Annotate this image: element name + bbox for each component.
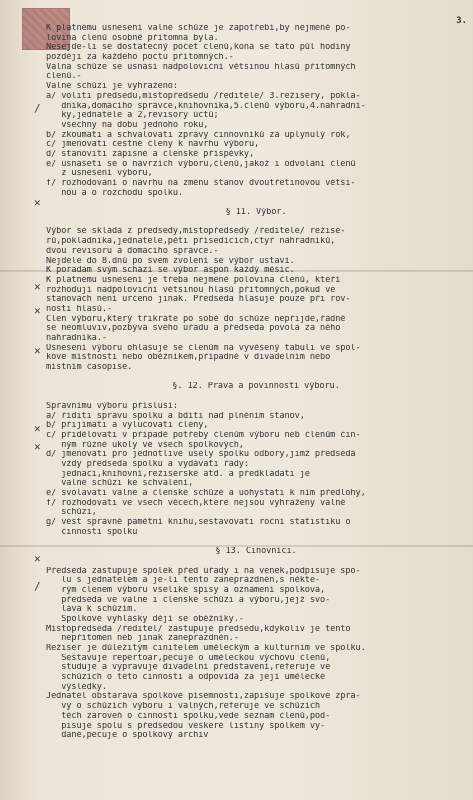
text-line: Místopředseda /ředitel/ zastupuje předsedu,kdykoliv je tento	[46, 624, 351, 634]
text-line: činnosti spolku	[46, 527, 138, 537]
text-line: a/ voliti předsedu,místopředsedu /ředitele/ 3.režiséry, pokla-	[46, 91, 361, 101]
text-line: všechny na dobu jednoho roku,	[46, 120, 209, 130]
text-line: ným různé úkoly ve všech spolkových,	[46, 440, 244, 450]
text-line: členů.-	[46, 72, 82, 82]
text-line: Jednatel obstarává spolkové písemnosti,zapisuje spolkové zprá-	[46, 692, 361, 702]
text-line: e/ usnášeti se o návrzích výboru,členů,jakož i odvolání členů	[46, 159, 356, 169]
text-line: vy o schůzích výboru i valných,referuje ve schůzích	[46, 702, 320, 712]
text-line: schůzi,	[46, 508, 97, 518]
check-mark: ✕	[34, 304, 41, 317]
text-line	[46, 218, 466, 228]
text-line: nou a o rozchodu spolku.	[46, 188, 183, 198]
text-line: f/ rozhodování o návrhu na změnu stanov dvoutřetinovou větši-	[46, 179, 356, 188]
text-line: lovina členů osobně přítomna byla.	[46, 33, 219, 43]
section-heading: §. 12. Práva a povinností výboru.	[172, 382, 340, 392]
text-line: rů,pokladníka,jednatele,pěti přísedících,čtyř náhradníků,	[46, 237, 336, 247]
text-line: se neomluviv,pozbývá svého úřadu a předseda povolá za něho	[46, 324, 341, 334]
text-line: c/ přidělovati v případě potřeby členům výboru neb členům čin-	[46, 430, 361, 440]
text-line: K poradám svým schází se výbor aspoň každý měsíc.	[46, 266, 295, 276]
text-line: Valné schůzi je vyhraženo:	[46, 82, 178, 92]
text-line: Nesejde-li se dostatečný počet členů,koná se tato půl hodiny	[46, 43, 351, 53]
text-line: lu s jednatelem a je-li tento zaneprázdněn,s někte-	[46, 576, 320, 586]
text-line: studuje a vypravuje divadelní představení,referuje ve	[46, 663, 331, 673]
text-line: Správnímu výboru přísluší:	[46, 401, 178, 411]
text-line: f/ rozhodovati ve všech věcech,které nejsou vyhraženy valné	[46, 498, 346, 508]
text-line: Valná schůze se usnáší nadpoloviční většinou hlasů přítomných	[46, 62, 356, 72]
text-line: b/ přijímati a vylučovati členy,	[46, 421, 209, 431]
text-line: dníka,domácího správce,knihovníka,5.členů výboru,4.náhradní-	[46, 101, 366, 111]
check-mark: ✕	[34, 440, 41, 453]
text-line: valné schůzi ke schválení,	[46, 479, 194, 489]
text-line: jednací,knihovní,režisérské atd. a předkládati je	[46, 469, 310, 479]
text-line: vždy předseda spolku a vydávati řády:	[46, 459, 249, 469]
text-line: těch zároveň o činnosti spolku,vede seznam členů,pod-	[46, 711, 331, 721]
text-line: b/ zkoumati a schvalovati zprávy činnovníků za uplynulý rok,	[46, 130, 351, 140]
text-line: g/ vést správně pamětní knihu,sestavovati roční statistiku o	[46, 518, 351, 528]
text-line	[46, 557, 466, 567]
text-line: lává k schůzím.	[46, 605, 138, 615]
check-mark: /	[34, 102, 41, 115]
text-line: Předseda zastupuje spolek před úřady i na venek,podpisuje spo-	[46, 566, 361, 576]
text-line: pisuje spolu s předsedou veškeré listiny spolkem vy-	[46, 721, 326, 731]
check-mark: ✕	[34, 344, 41, 357]
section-heading: § 11. Výbor.	[225, 208, 287, 218]
text-line: schůzích o této činnosti a odpovídá za její umělecké	[46, 673, 326, 683]
text-line: K platnému usnesení je třeba nejméně polovina členů, kteří	[46, 275, 341, 285]
text-line: Režisér je důležitým činitelem uměleckým a kulturním ve spolku.	[46, 644, 366, 653]
text-line: dané,pečuje o spolkový archiv	[46, 731, 209, 741]
text-line: kové místnosti nebo oběžníkem,případně v divadelním nebo	[46, 353, 331, 363]
check-mark: ✕	[34, 552, 41, 565]
text-line: náhradníka.-	[46, 334, 107, 343]
text-line: rým členem výboru všeliké spisy a oznámení spolková,	[46, 585, 326, 595]
text-line: Nejdéle do 8.dnů po svém zvolení se výbor ustaví.	[46, 256, 295, 266]
text-line: předsedá ve valné i členské schůzi a výboru,jejž svo-	[46, 595, 331, 605]
text-line: c/ jmenovati čestné členy k návrhu výboru,	[46, 140, 260, 150]
text-line: Výbor se skládá z předsedy,místopředsedy /ředitele/ režisé-	[46, 227, 346, 237]
check-mark: ✕	[34, 196, 41, 209]
text-line: dvou revisoru a domácího správce.-	[46, 246, 219, 256]
text-line: Člen výboru,který třikráte po sobě do schůze nepřijde,řádně	[46, 314, 346, 324]
text-line: z usnesení výboru,	[46, 169, 153, 179]
text-line: K platnému usnesení valné schůze je zapotřebí,by nejméně po-	[46, 24, 351, 33]
text-line: ky,jednatele a 2,revisory účtů;	[46, 111, 219, 121]
text-line	[46, 392, 466, 402]
text-line	[46, 198, 466, 208]
text-line: nepřítomen neb jinak zaneprázdněn.-	[46, 634, 239, 644]
document-body	[46, 24, 466, 741]
text-line: a/ říditi správu spolku a bdíti nad plněním stanov,	[46, 411, 305, 421]
text-line: d/ jmenovati pro jednotlivé úsely spolku odbory,jimž předsedá	[46, 450, 356, 460]
text-line: e/ svolávati valné a členské schůze a uohystati k ním předlohy,	[46, 489, 366, 498]
text-line: Sestavuje repertoar,pečuje o uměleckou výchovu členů,	[46, 653, 331, 663]
page-number: 3.	[456, 16, 467, 26]
text-line: Spolkové vyhlášky dějí se oběžníky.-	[46, 614, 244, 624]
text-line: d/ stanoviti zápisné a členské příspěvky,	[46, 149, 255, 159]
check-mark: /	[34, 580, 41, 593]
text-line: nosti hlasů.-	[46, 304, 112, 314]
text-line: stanovách není určeno jinak. Předseda hlasuje pouze při rov-	[46, 295, 351, 305]
text-line	[46, 537, 466, 547]
check-mark: ✕	[34, 280, 41, 293]
text-line: výsledky.	[46, 682, 107, 692]
text-line: místním časopise.	[46, 363, 133, 373]
text-line: později za každého počtu přítomných.-	[46, 53, 234, 63]
section-heading: § 13. Činovníci.	[215, 547, 297, 557]
check-mark: ✕	[34, 422, 41, 435]
text-line: Usnesení výboru ohlašuje se členům na vyvěšený tabuli ve spol-	[46, 343, 361, 353]
text-line: rozhodují nadpoloviční většinou hlasů přítomných,pokud ve	[46, 285, 336, 295]
text-line	[46, 373, 466, 383]
